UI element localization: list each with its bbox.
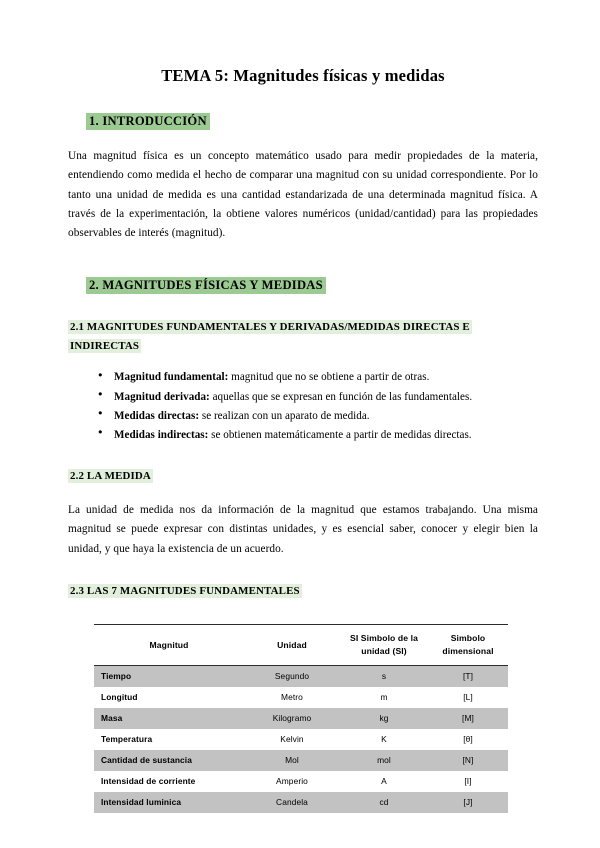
- table-header-magnitud: Magnitud: [94, 624, 244, 665]
- cell-simbolo: s: [340, 665, 428, 687]
- list-item-term: Magnitud fundamental:: [114, 371, 229, 384]
- cell-magnitud: Tiempo: [94, 665, 244, 687]
- si-units-table-wrapper: [94, 624, 508, 814]
- table-row: [94, 729, 508, 750]
- table-row: [94, 665, 508, 687]
- cell-magnitud: Cantidad de sustancia: [94, 750, 244, 771]
- list-item-term: Medidas indirectas:: [114, 428, 209, 441]
- cell-dimensional: [J]: [428, 792, 508, 814]
- subsection-23-heading-row: [68, 581, 538, 600]
- table-header-simbolo-si: SI Simbolo de la unidad (SI): [340, 624, 428, 665]
- cell-unidad: Amperio: [244, 771, 340, 792]
- table-row: [94, 687, 508, 708]
- subsection-22-paragraph: La unidad de medida nos da información de la magnitud que estamos trabajando. Una misma magnitud se puede expresar con distintas unidades, y es esencial saber, conocer y elegir bien la unidad, y que haya la existencia de un acuerdo.: [68, 503, 538, 555]
- table-header-dimensional: Simbolo dimensional: [428, 624, 508, 665]
- cell-dimensional: [M]: [428, 708, 508, 729]
- table-row: [94, 708, 508, 729]
- list-item: [114, 426, 538, 444]
- list-item: [114, 388, 538, 406]
- cell-unidad: Metro: [244, 687, 340, 708]
- table-body: [94, 665, 508, 813]
- list-item-term: Magnitud derivada:: [114, 390, 210, 403]
- fundamentals-bullet-list: [68, 368, 538, 444]
- list-item: [114, 407, 538, 425]
- cell-dimensional: [I]: [428, 771, 508, 792]
- list-item: [114, 368, 538, 386]
- table-row: [94, 750, 508, 771]
- cell-dimensional: [L]: [428, 687, 508, 708]
- cell-dimensional: [T]: [428, 665, 508, 687]
- list-item-text: se obtienen matemáticamente a partir de medidas directas.: [208, 428, 472, 441]
- table-header-unidad: Unidad: [244, 624, 340, 665]
- cell-unidad: Segundo: [244, 665, 340, 687]
- list-item-term: Medidas directas:: [114, 409, 200, 422]
- subsection-22-heading: 2.2 LA MEDIDA: [70, 470, 151, 483]
- cell-magnitud: Temperatura: [94, 729, 244, 750]
- cell-simbolo: kg: [340, 708, 428, 729]
- table-header: [94, 624, 508, 665]
- table-row: [94, 771, 508, 792]
- cell-simbolo: mol: [340, 750, 428, 771]
- table-header-row: [94, 624, 508, 665]
- page-title: TEMA 5: Magnitudes físicas y medidas: [161, 66, 445, 85]
- cell-dimensional: [θ]: [428, 729, 508, 750]
- subsection-22-heading-row: [68, 466, 538, 485]
- subsection-23-heading: 2.3 LAS 7 MAGNITUDES FUNDAMENTALES: [70, 585, 300, 598]
- table-row: [94, 792, 508, 814]
- section-1-heading: 1. INTRODUCCIÓN: [86, 113, 210, 130]
- cell-simbolo: K: [340, 729, 428, 750]
- list-item-text: aquellas que se expresan en función de las fundamentales.: [209, 390, 473, 403]
- subsection-21-heading-row: [68, 317, 538, 355]
- cell-simbolo: A: [340, 771, 428, 792]
- cell-unidad: Mol: [244, 750, 340, 771]
- cell-magnitud: Masa: [94, 708, 244, 729]
- list-item-text: magnitud que no se obtiene a partir de otras.: [228, 371, 430, 384]
- list-item-text: se realizan con un aparato de medida.: [199, 409, 370, 422]
- section-2-heading: 2. MAGNITUDES FÍSICAS Y MEDIDAS: [86, 277, 326, 294]
- cell-unidad: Kelvin: [244, 729, 340, 750]
- subsection-21-heading: 2.1 MAGNITUDES FUNDAMENTALES Y DERIVADAS/MEDIDAS DIRECTAS E INDIRECTAS: [70, 320, 470, 352]
- cell-magnitud: Intensidad de corriente: [94, 771, 244, 792]
- cell-simbolo: m: [340, 687, 428, 708]
- cell-simbolo: cd: [340, 792, 428, 814]
- section-1-paragraph: Una magnitud física es un concepto matemático usado para medir propiedades de la materia, entendiendo como medida el hecho de comparar una magnitud con su unidad correspondiente. Por lo tanto una unidad de medida es una cantidad estandarizada de una determinada magnitud física. A través de la experimentación, la obtiene valores numéricos (unidad/cantidad) para las propiedades observables de interés (magnitud).: [68, 149, 538, 240]
- section-1-heading-row: [68, 112, 538, 131]
- cell-magnitud: Intensidad luminica: [94, 792, 244, 814]
- section-2-heading-row: [68, 276, 538, 295]
- cell-dimensional: [N]: [428, 750, 508, 771]
- cell-unidad: Kilogramo: [244, 708, 340, 729]
- cell-magnitud: Longitud: [94, 687, 244, 708]
- cell-unidad: Candela: [244, 792, 340, 814]
- si-units-table: [94, 624, 508, 814]
